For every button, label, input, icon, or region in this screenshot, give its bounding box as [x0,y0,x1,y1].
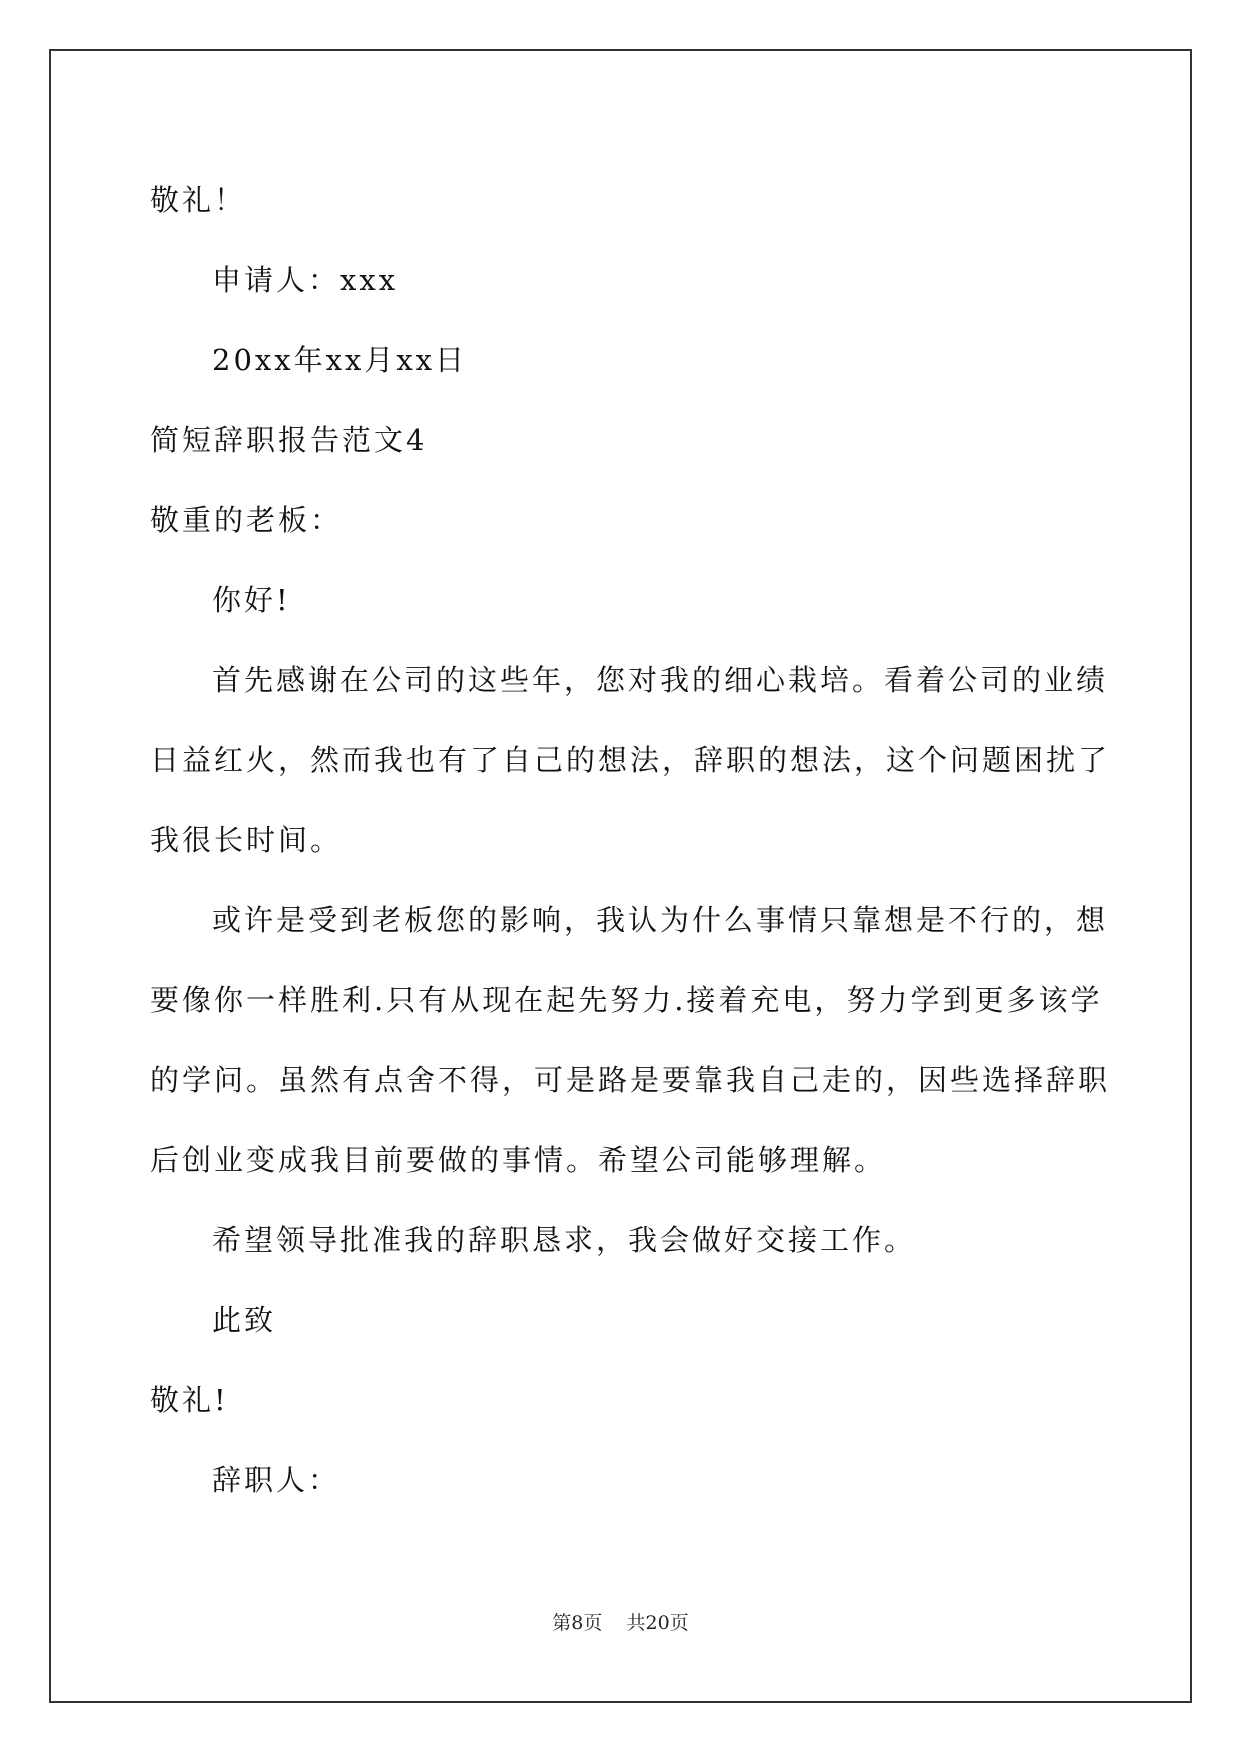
closing-salute-line: 敬礼! [150,1383,229,1417]
paragraph-line: 首先感谢在公司的这些年，您对我的细心栽培。看着公司的业绩 [212,663,1109,697]
date-line: 20xx年xx月xx日 [212,343,468,377]
paragraph-line: 要像你一样胜利.只有从现在起先努力.接着充电，努力学到更多该学 [150,983,1103,1017]
closing-salute-line: 敬礼！ [150,183,247,217]
greeting-line: 你好! [212,583,291,617]
page-total: 共20页 [626,1612,689,1634]
paragraph-line: 日益红火，然而我也有了自己的想法，辞职的想法，这个问题困扰了 [150,743,1111,777]
section-title: 简短辞职报告范文4 [150,423,428,457]
closing-phrase-line: 此致 [212,1303,277,1337]
footer-spacer [602,1612,626,1634]
paragraph-line: 的学问。虽然有点舍不得，可是路是要靠我自己走的，因些选择辞职 [150,1063,1111,1097]
paragraph-line: 后创业变成我目前要做的事情。希望公司能够理解。 [150,1143,887,1177]
page-footer [0,1608,1241,1635]
resigner-line: 辞职人： [212,1463,341,1497]
document-body [150,160,1111,1520]
salutation-line: 敬重的老板： [150,503,343,537]
page-number: 第8页 [552,1612,603,1634]
paragraph-line: 希望领导批准我的辞职恳求，我会做好交接工作。 [212,1223,917,1257]
paragraph-line: 我很长时间。 [150,823,343,857]
paragraph-line: 或许是受到老板您的影响，我认为什么事情只靠想是不行的，想 [212,903,1109,937]
applicant-line: 申请人：xxx [212,263,399,297]
